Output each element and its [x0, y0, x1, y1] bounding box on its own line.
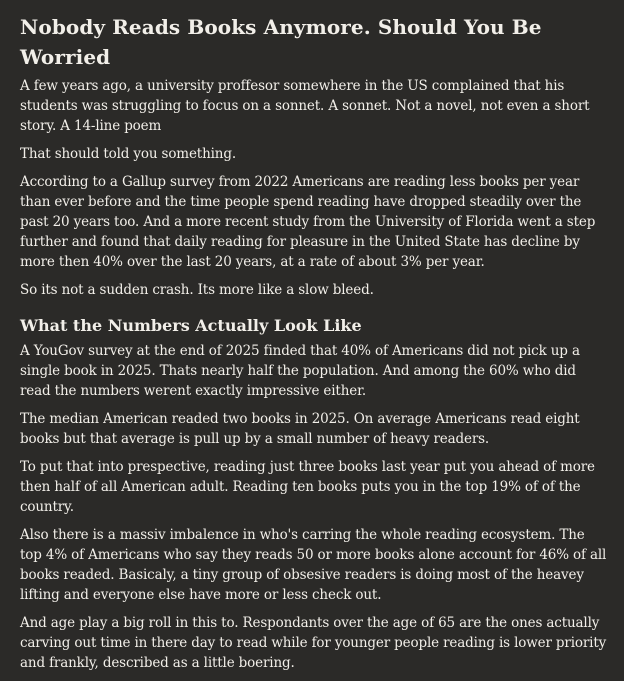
article — [20, 12, 610, 681]
paragraph-section-5: And age play a big roll in this to. Respondants over the age of 65 are the ones actually carving out time in there day to read while for younger people reading is lower priority and frankly, described as a little boering. — [20, 615, 607, 671]
paragraph-section-4: Also there is a massiv imbalence in who's carring the whole reading ecosystem. The top 4% of Americans who say they reads 50 or more books alone account for 46% of all books readed. Basicaly, a tiny group of obsesive readers is doing most of the heavey lifting and everyone else have more or less check out. — [20, 527, 607, 603]
paragraph-intro-2: That should told you something. — [20, 146, 236, 162]
paragraph-section-1: A YouGov survey at the end of 2025 finded that 40% of Americans did not pick up a single book in 2025. Thats nearly half the population. And among the 60% who did read the numbers werent exactly impressive either. — [20, 343, 580, 399]
section-heading: What the Numbers Actually Look Like — [20, 316, 362, 335]
paragraph-intro-1: A few years ago, a university proffesor somewhere in the US complained that his students was struggling to focus on a sonnet. A sonnet. Not a novel, not even a short story. A 14-line poem — [20, 78, 590, 134]
article-title: Nobody Reads Books Anymore. Should You Be Worried — [20, 15, 542, 69]
paragraph-intro-3: According to a Gallup survey from 2022 Americans are reading less books per year than ever before and the time people spend reading have dropped steadily over the past 20 years too. And a more recent study from the University of Florida went a step further and found that daily reading for pleasure in the United State has decline by more then 40% over the last 20 years, at a rate of about 3% per year. — [20, 174, 596, 270]
paragraph-section-3: To put that into prespective, reading just three books last year put you ahead of more then half of all American adult. Reading ten books puts you in the top 19% of of the country. — [20, 459, 595, 515]
paragraph-intro-4: So its not a sudden crash. Its more like a slow bleed. — [20, 282, 374, 298]
paragraph-section-2: The median American readed two books in 2025. On average Americans read eight books but that average is pull up by a small number of heavy readers. — [20, 411, 580, 447]
